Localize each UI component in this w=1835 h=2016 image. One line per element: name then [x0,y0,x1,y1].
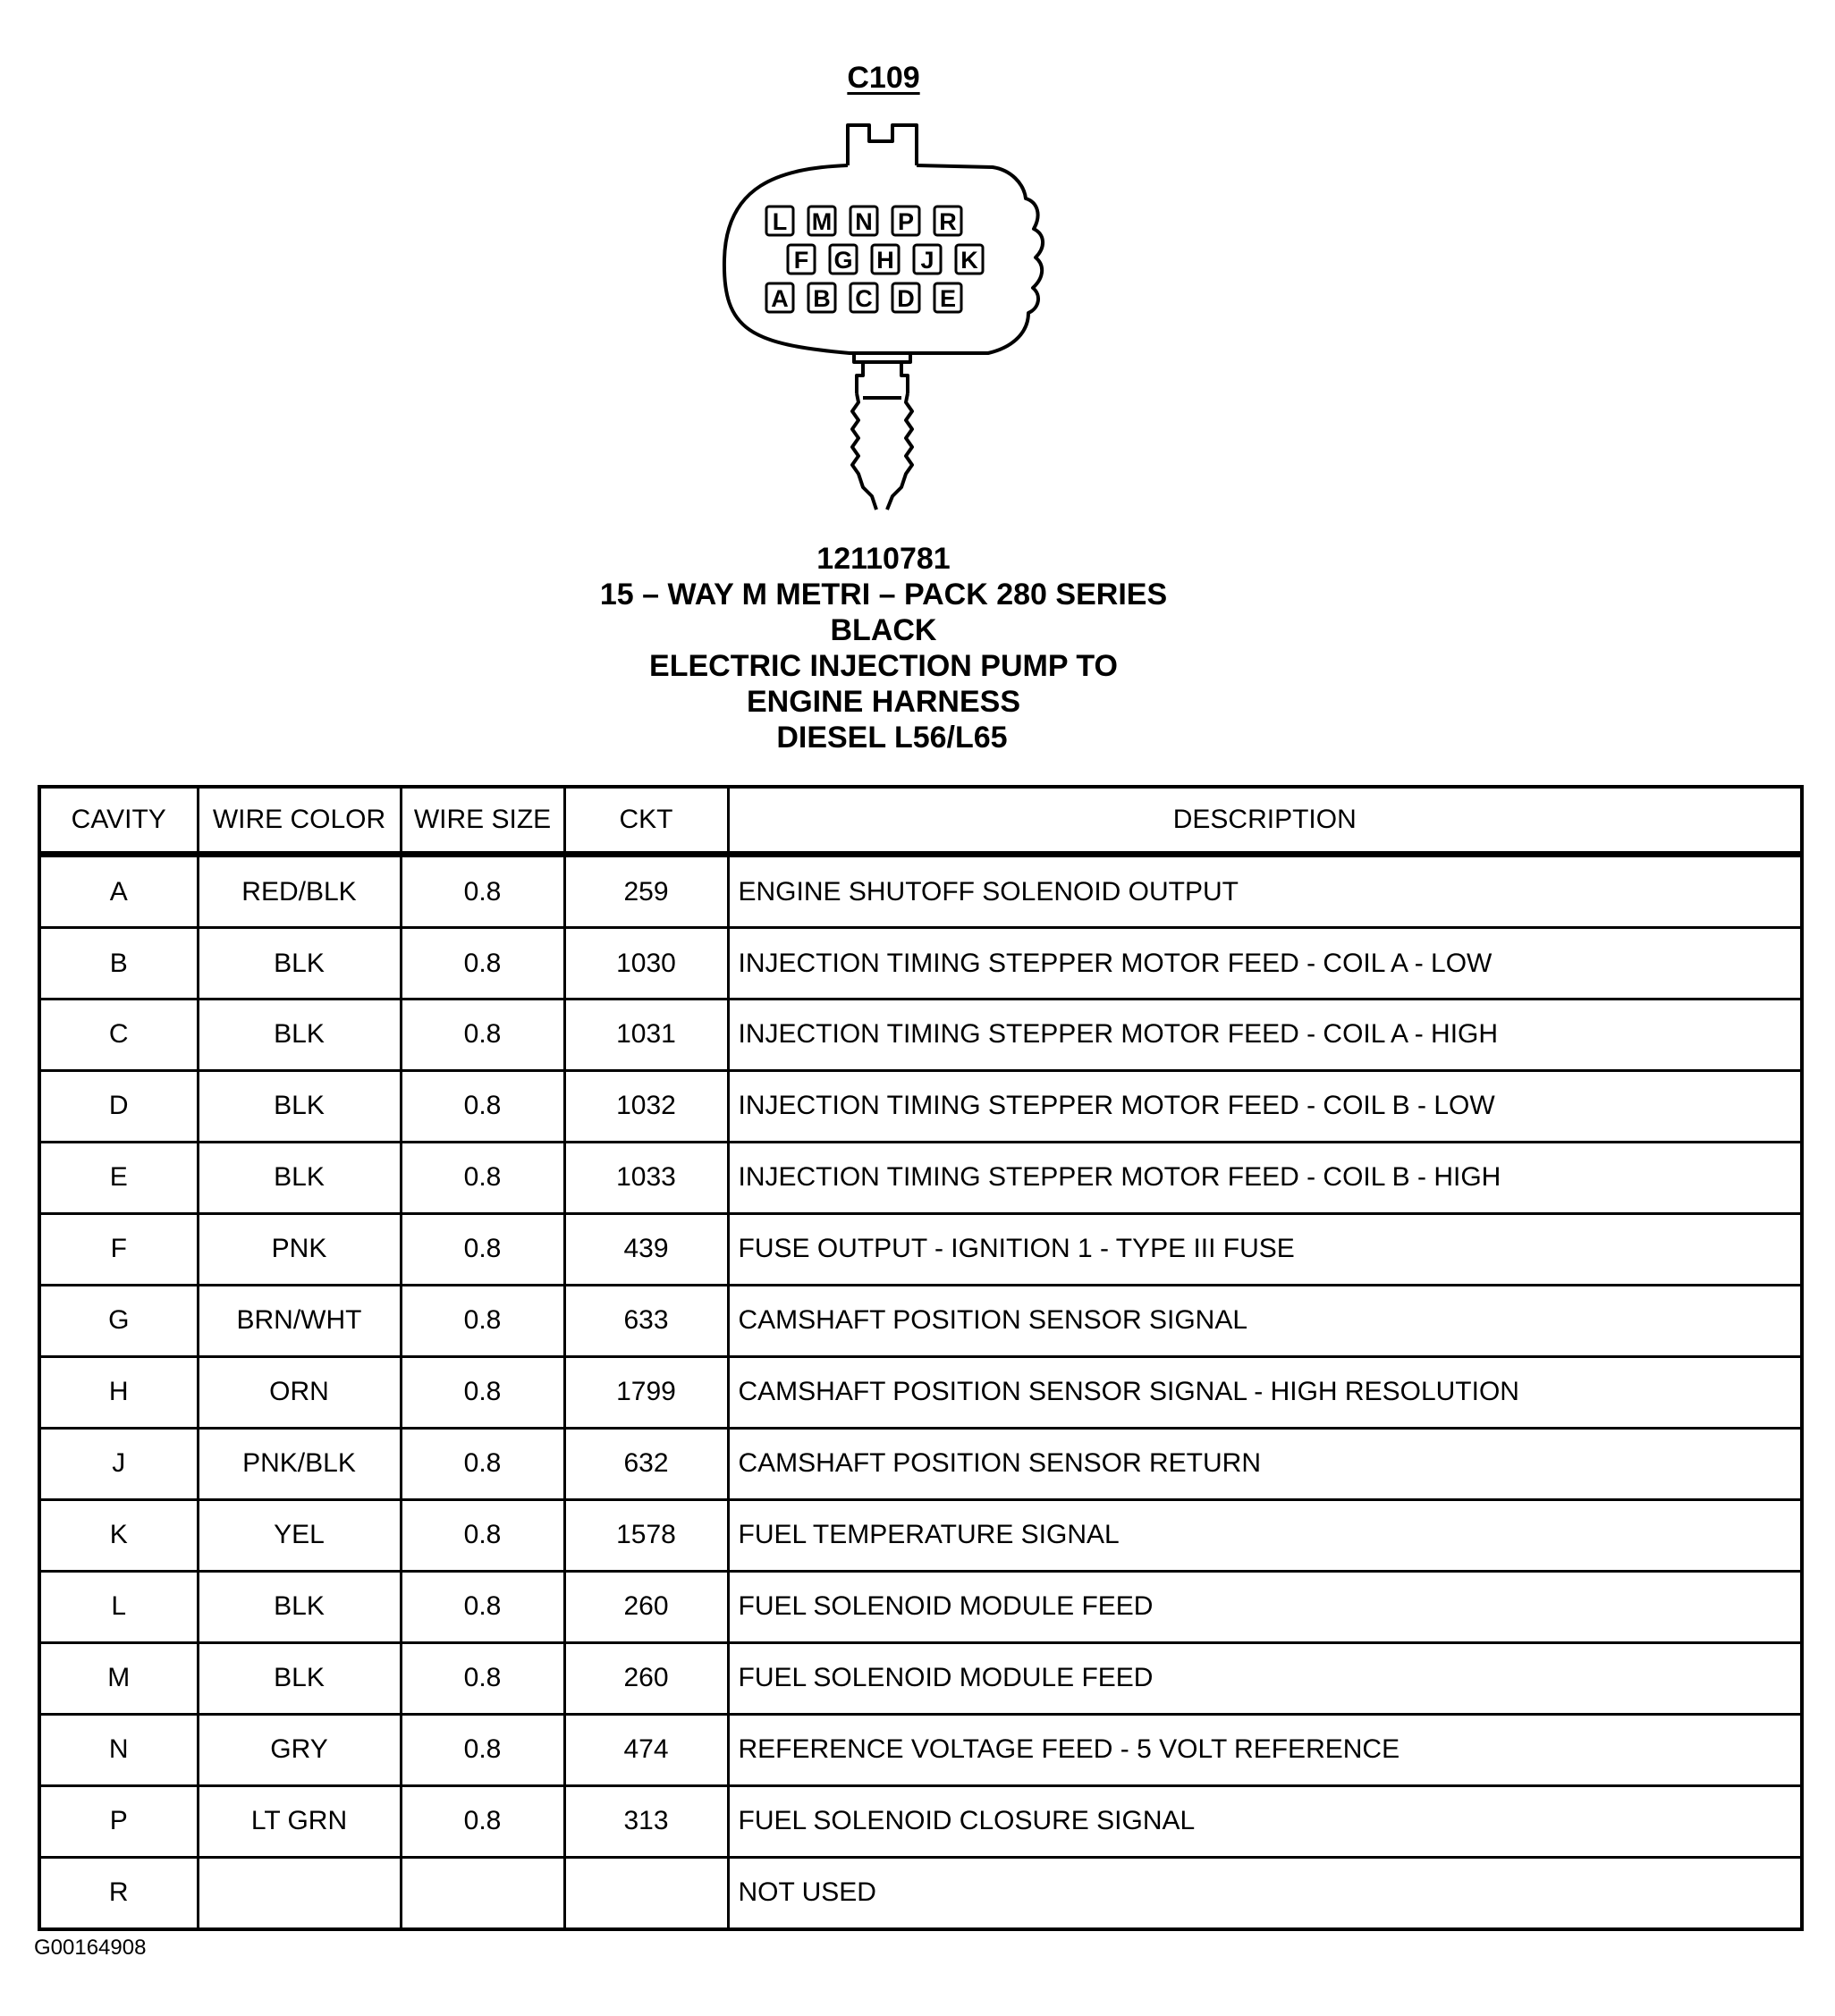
cell-ckt: 260 [564,1642,728,1714]
header-cavity: CAVITY [39,787,198,855]
cell-wire-color: BLK [198,1000,401,1071]
connector-pin [934,207,961,235]
header-ckt: CKT [564,787,728,855]
connector-pin [850,283,877,312]
figure-id: G00164908 [34,1936,147,1960]
table-row [39,928,1802,1000]
cell-description: FUEL SOLENOID MODULE FEED [728,1571,1802,1642]
cell-cavity: B [39,928,198,1000]
table-row [39,1857,1802,1929]
table-row [39,1070,1802,1142]
cell-wire-size: 0.8 [401,1428,564,1499]
connector-pin [766,207,793,235]
table-row [39,1213,1802,1285]
cell-description: FUEL SOLENOID CLOSURE SIGNAL [728,1785,1802,1857]
connector-pin-letter: D [897,285,915,312]
cell-cavity: C [39,1000,198,1071]
connector-pin [808,283,835,312]
connector-pin-letter: R [939,208,957,235]
connector-pin [892,283,919,312]
cell-description: INJECTION TIMING STEPPER MOTOR FEED - COIL A - LOW [728,928,1802,1000]
connector-location-line-1: ELECTRIC INJECTION PUMP TO [649,649,1118,683]
connector-pin [850,207,877,235]
table-row [39,1000,1802,1071]
cell-wire-color: BLK [198,1142,401,1213]
cell-cavity: F [39,1213,198,1285]
cell-ckt: 1578 [564,1499,728,1571]
connector-pin [934,283,961,312]
connector-color: BLACK [830,613,937,647]
cell-wire-size: 0.8 [401,928,564,1000]
cell-wire-color: BLK [198,928,401,1000]
connector-caption [0,541,1767,755]
cell-wire-size: 0.8 [401,1642,564,1714]
part-number: 12110781 [816,542,951,576]
connector-pin-letter: H [876,247,894,274]
connector-pin-letter: P [897,208,915,235]
connector-pin-letter: N [855,208,873,235]
connector-pin [892,207,919,235]
cell-ckt: 632 [564,1428,728,1499]
cell-cavity: P [39,1785,198,1857]
connector-pin-letter: G [833,247,853,274]
cell-wire-color [198,1857,401,1929]
table-row [39,855,1802,928]
connector-location-line-2: ENGINE HARNESS [746,685,1021,719]
cell-wire-color: YEL [198,1499,401,1571]
cell-description: FUEL TEMPERATURE SIGNAL [728,1499,1802,1571]
table-row [39,1142,1802,1213]
table-row [39,1428,1802,1499]
cell-wire-color: LT GRN [198,1785,401,1857]
cell-wire-size: 0.8 [401,1714,564,1785]
header-wire-size: WIRE SIZE [401,787,564,855]
cell-ckt: 633 [564,1285,728,1356]
connector-pin [830,245,857,274]
cell-cavity: G [39,1285,198,1356]
cell-description: REFERENCE VOLTAGE FEED - 5 VOLT REFERENCE [728,1714,1802,1785]
cell-wire-size: 0.8 [401,1499,564,1571]
cell-cavity: M [39,1642,198,1714]
table-row [39,1571,1802,1642]
cell-cavity: D [39,1070,198,1142]
cell-cavity: E [39,1142,198,1213]
cell-wire-color: BLK [198,1070,401,1142]
cell-description: CAMSHAFT POSITION SENSOR SIGNAL - HIGH RESOLUTION [728,1356,1802,1428]
cell-cavity: L [39,1571,198,1642]
table-body [39,855,1802,1930]
cell-description: INJECTION TIMING STEPPER MOTOR FEED - COIL B - HIGH [728,1142,1802,1213]
cell-wire-size: 0.8 [401,1142,564,1213]
connector-type: 15 – WAY M METRI – PACK 280 SERIES [599,578,1168,612]
cell-cavity: R [39,1857,198,1929]
connector-pin-letter: J [920,247,934,274]
cell-wire-size: 0.8 [401,855,564,928]
cell-wire-color: PNK/BLK [198,1428,401,1499]
cell-ckt: 1799 [564,1356,728,1428]
connector-pin [956,245,983,274]
connector-mounting-stud [852,362,912,510]
cell-wire-size: 0.8 [401,1571,564,1642]
cell-description: CAMSHAFT POSITION SENSOR RETURN [728,1428,1802,1499]
cell-cavity: N [39,1714,198,1785]
cell-ckt: 1031 [564,1000,728,1071]
table-header-row [39,787,1802,855]
cell-ckt: 260 [564,1571,728,1642]
cell-wire-size: 0.8 [401,1356,564,1428]
connector-diagram [0,0,1835,536]
cell-wire-color: RED/BLK [198,855,401,928]
cell-wire-size [401,1857,564,1929]
connector-pin [808,207,835,235]
connector-pin [914,245,941,274]
connector-pin-letter: B [813,285,831,312]
connector-pin-letter: F [793,247,809,274]
engine-application: DIESEL L56/L65 [759,721,1008,755]
cell-description: FUEL SOLENOID MODULE FEED [728,1642,1802,1714]
cell-ckt: 439 [564,1213,728,1285]
connector-pin-letter: L [772,208,788,235]
connector-pin-letter: M [811,208,833,235]
cell-description: ENGINE SHUTOFF SOLENOID OUTPUT [728,855,1802,928]
table-row [39,1642,1802,1714]
table-row [39,1499,1802,1571]
cell-description: CAMSHAFT POSITION SENSOR SIGNAL [728,1285,1802,1356]
connector-pin [872,245,899,274]
cell-cavity: H [39,1356,198,1428]
connector-label-text: C109 [847,61,920,95]
cell-ckt: 1030 [564,928,728,1000]
cell-wire-size: 0.8 [401,1213,564,1285]
cell-wire-size: 0.8 [401,1785,564,1857]
cell-wire-color: BLK [198,1571,401,1642]
cell-cavity: A [39,855,198,928]
connector-pin-letter: C [855,285,873,312]
cell-ckt [564,1857,728,1929]
cell-description: NOT USED [728,1857,1802,1929]
table-row [39,1785,1802,1857]
connector-pin-letter: A [771,285,789,312]
cell-ckt: 313 [564,1785,728,1857]
connector-pin [766,283,793,312]
cell-wire-size: 0.8 [401,1285,564,1356]
cell-wire-color: GRY [198,1714,401,1785]
connector-pin [788,245,815,274]
cell-ckt: 259 [564,855,728,928]
pinout-table [38,785,1804,1931]
table-row [39,1356,1802,1428]
header-wire-color: WIRE COLOR [198,787,401,855]
cell-wire-size: 0.8 [401,1070,564,1142]
cell-description: INJECTION TIMING STEPPER MOTOR FEED - COIL A - HIGH [728,1000,1802,1071]
cell-description: INJECTION TIMING STEPPER MOTOR FEED - COIL B - LOW [728,1070,1802,1142]
cell-wire-color: BRN/WHT [198,1285,401,1356]
cell-wire-color: PNK [198,1213,401,1285]
cell-wire-size: 0.8 [401,1000,564,1071]
table-row [39,1714,1802,1785]
cell-wire-color: ORN [198,1356,401,1428]
cell-ckt: 1032 [564,1070,728,1142]
cell-description: FUSE OUTPUT - IGNITION 1 - TYPE III FUSE [728,1213,1802,1285]
connector-pin-letter: E [939,285,957,312]
cell-cavity: J [39,1428,198,1499]
table-row [39,1285,1802,1356]
cell-wire-color: BLK [198,1642,401,1714]
connector-pin-letter: K [960,247,978,274]
cell-cavity: K [39,1499,198,1571]
cell-ckt: 1033 [564,1142,728,1213]
header-description: DESCRIPTION [728,787,1802,855]
connector-pin-grid [766,207,983,312]
cell-ckt: 474 [564,1714,728,1785]
